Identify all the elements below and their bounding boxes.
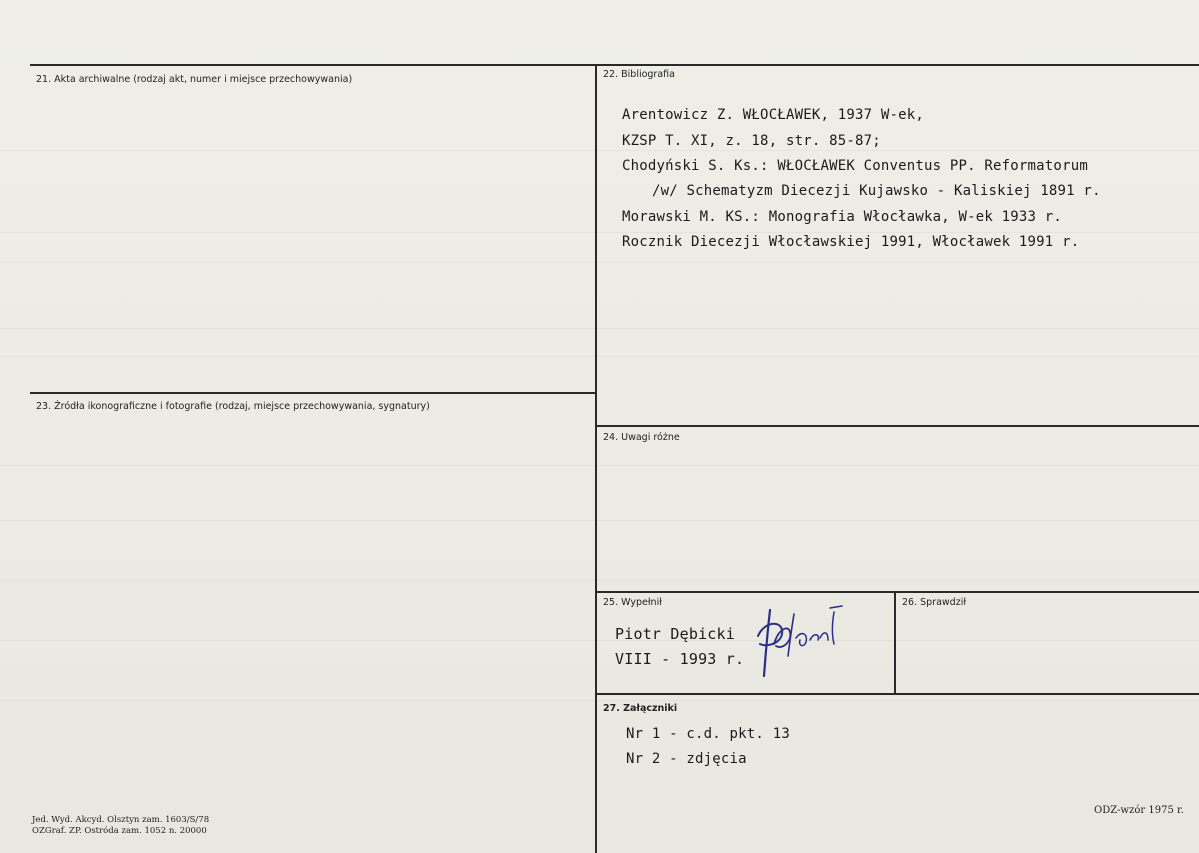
handwritten-signature — [748, 600, 858, 680]
rule-25-27 — [596, 693, 1199, 695]
field-24-label: 24. Uwagi różne — [603, 432, 680, 443]
attachment-item: Nr 2 - zdjęcia — [626, 751, 747, 767]
top-rule — [30, 64, 1199, 66]
field-25-label: 25. Wypełnił — [603, 597, 662, 608]
field-22-label: 22. Bibliografia — [603, 69, 675, 80]
field-27-label: 27. Załączniki — [603, 703, 678, 714]
rule-21-23 — [30, 392, 596, 394]
field-21-label: 21. Akta archiwalne (rodzaj akt, numer i miejsce przechowywania) — [36, 74, 353, 85]
bibliography-line: Morawski M. KS.: Monografia Włocławka, W-ek 1933 r. — [622, 209, 1063, 225]
filled-by-date: VIII - 1993 r. — [615, 650, 745, 668]
bibliography-line: Rocznik Diecezji Włocławskiej 1991, Włocławek 1991 r. — [622, 234, 1080, 250]
filled-by-name: Piotr Dębicki — [615, 625, 735, 643]
rule-24-25 — [596, 591, 1199, 593]
bibliography-line: /w/ Schematyzm Diecezji Kujawsko - Kaliskiej 1891 r. — [652, 183, 1101, 199]
rule-22-24 — [596, 425, 1199, 427]
printer-info-line2: OZGraf. ZP. Ostróda zam. 1052 n. 20000 — [32, 826, 207, 836]
center-divider — [595, 64, 597, 853]
bibliography-line: Arentowicz Z. WŁOCŁAWEK, 1937 W-ek, — [622, 107, 925, 123]
bibliography-line: KZSP T. XI, z. 18, str. 85-87; — [622, 133, 881, 149]
bibliography-line: Chodyński S. Ks.: WŁOCŁAWEK Conventus PP. Reformatorum — [622, 158, 1088, 174]
field-23-label: 23. Źródła ikonograficzne i fotografie (rodzaj, miejsce przechowywania, sygnatury) — [36, 401, 430, 412]
attachment-item: Nr 1 - c.d. pkt. 13 — [626, 726, 790, 742]
printer-info-line1: Jed. Wyd. Akcyd. Olsztyn zam. 1603/S/78 — [32, 815, 210, 825]
divider-25-26 — [894, 591, 896, 694]
field-26-label: 26. Sprawdził — [902, 597, 967, 608]
form-model-label: ODZ-wzór 1975 r. — [1094, 805, 1184, 816]
